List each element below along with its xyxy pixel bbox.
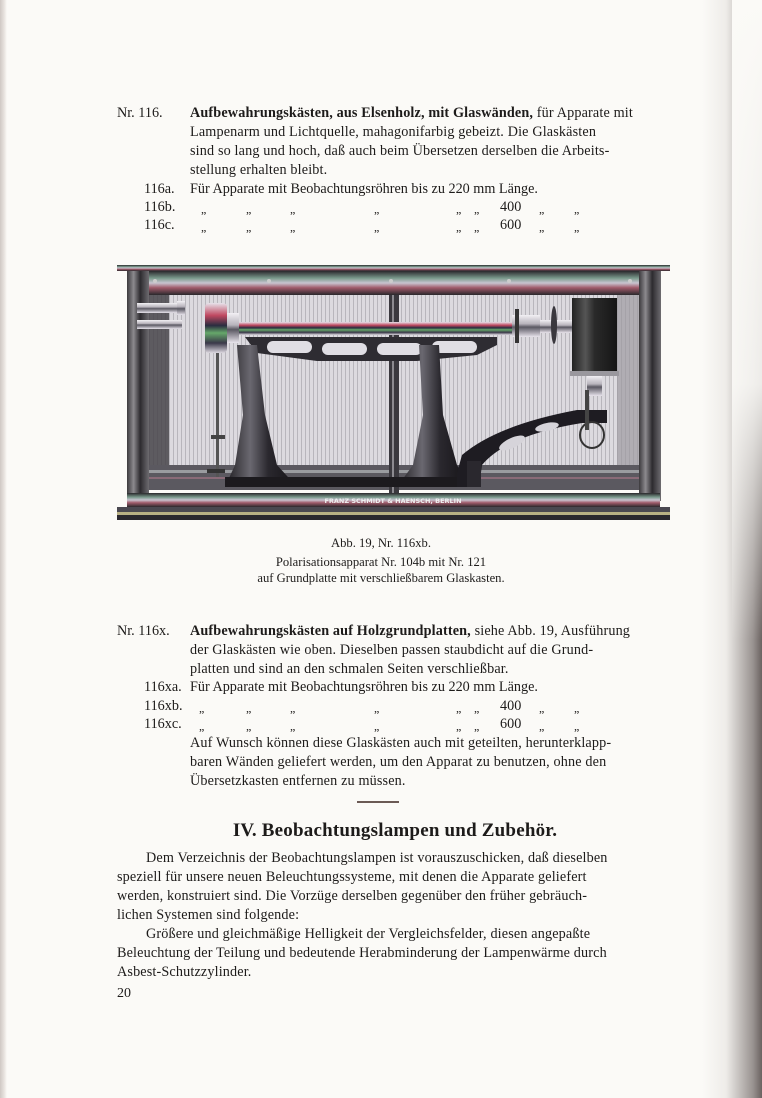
section-separator [357, 801, 399, 803]
variant-code: 116xc. [144, 716, 182, 732]
item-line-1 [190, 622, 670, 641]
item-line-4: stellung erhalten bleibt. [190, 162, 328, 178]
variant-length: 400 [500, 698, 522, 714]
variant-row [144, 715, 664, 734]
figure-caption-line-2: auf Grundplatte mit verschließbarem Glaskasten. [257, 571, 505, 585]
variant-row [144, 180, 538, 199]
variant-row [144, 697, 664, 716]
ditto-mark: „ [199, 701, 205, 715]
ditto-mark: „ [539, 220, 545, 234]
polarimeter-tube [237, 322, 512, 335]
ditto-mark: „ [574, 701, 580, 715]
item-line-2: Lampenarm und Lichtquelle, mahagonifarbig gebeizt. Die Glaskästen [190, 124, 597, 140]
ditto-mark: „ [539, 202, 545, 216]
ditto-mark: „ [456, 701, 462, 715]
lamp-housing [572, 298, 617, 373]
ditto-mark: „ [539, 719, 545, 733]
item-title: Aufbewahrungskästen auf Holzgrundplatten, [190, 623, 471, 639]
ditto-mark: „ [374, 202, 380, 216]
variant-length: 400 [500, 199, 522, 215]
variant-code: 116b. [144, 199, 176, 215]
ditto-mark: „ [456, 719, 462, 733]
ditto-mark: „ [374, 719, 380, 733]
case-right-post [639, 271, 661, 501]
item-label: Nr. 116. [117, 105, 163, 121]
ditto-mark: „ [290, 220, 296, 234]
ditto-mark: „ [474, 701, 480, 715]
variant-code: 116xa. [144, 679, 182, 695]
variant-text: Für Apparate mit Beobachtungsröhren bis zu 220 mm Länge. [190, 181, 538, 197]
ditto-mark: „ [290, 701, 296, 715]
item-text: für Apparate mit [533, 105, 633, 121]
case-top-rail [127, 271, 660, 295]
ditto-mark: „ [474, 719, 480, 733]
ditto-mark: „ [539, 701, 545, 715]
section-heading: IV. Beobachtungslampen und Zubehör. [232, 820, 558, 841]
variant-row [144, 678, 538, 697]
ditto-mark: „ [199, 719, 205, 733]
variant-length: 600 [500, 217, 522, 233]
ditto-mark: „ [474, 220, 480, 234]
paragraph-2-line-1: Größere und gleichmäßige Helligkeit der Vergleichsfelder, diesen angepaßte [146, 926, 591, 942]
variant-row [144, 198, 664, 217]
variant-code: 116a. [144, 181, 175, 197]
paragraph-2-line-3: Asbest-Schutzzylinder. [117, 964, 252, 980]
figure-polarimeter-glass-case [117, 265, 670, 523]
page-number: 20 [117, 986, 131, 1001]
ditto-mark: „ [201, 220, 207, 234]
ditto-mark: „ [246, 719, 252, 733]
ditto-mark: „ [574, 202, 580, 216]
item-label: Nr. 116x. [117, 623, 170, 639]
ditto-mark: „ [474, 202, 480, 216]
paragraph-1-line-2: speziell für unsere neuen Beleuchtungssysteme, mit denen die Apparate geliefert [117, 869, 587, 885]
ditto-mark: „ [246, 202, 252, 216]
item-title: Aufbewahrungskästen, aus Elsenholz, mit Glaswänden, [190, 105, 534, 121]
ditto-mark: „ [374, 701, 380, 715]
ditto-mark: „ [201, 202, 207, 216]
ditto-mark: „ [456, 202, 462, 216]
analyzer-drum [205, 303, 227, 353]
variant-text: Für Apparate mit Beobachtungsröhren bis zu 220 mm Länge. [190, 679, 538, 695]
ditto-mark: „ [290, 202, 296, 216]
figure-caption-title: Abb. 19, Nr. 116xb. [331, 536, 431, 550]
variant-code: 116xb. [144, 698, 183, 714]
ditto-mark: „ [456, 220, 462, 234]
note-line-2: baren Wänden geliefert werden, um den Apparat zu benutzen, ohne den [190, 754, 607, 770]
figure-caption-line-1: Polarisationsapparat Nr. 104b mit Nr. 121 [275, 555, 487, 569]
paragraph-1-line-1: Dem Verzeichnis der Beobachtungslampen ist vorauszuschicken, daß dieselben [146, 850, 608, 866]
paragraph-1-line-3: werden, konstruiert sind. Die Vorzüge derselben gegenüber den früher gebräuch- [117, 888, 588, 904]
variant-length: 600 [500, 716, 522, 732]
ditto-mark: „ [246, 220, 252, 234]
note-line-3: Übersetzkasten entfernen zu müssen. [190, 773, 406, 789]
ditto-mark: „ [246, 701, 252, 715]
ditto-mark: „ [290, 719, 296, 733]
plate-inscription: FRANZ SCHMIDT & HAENSCH, BERLIN [324, 497, 462, 505]
note-line-1: Auf Wunsch können diese Glaskästen auch mit geteilten, herunterklapp- [190, 735, 612, 751]
ditto-mark: „ [574, 220, 580, 234]
item-line-1 [190, 104, 670, 123]
ditto-mark: „ [374, 220, 380, 234]
item-line-3: sind so lang und hoch, daß auch beim Übersetzen derselben die Arbeits- [190, 143, 610, 159]
paragraph-1-line-4: lichen Systemen sind folgende: [117, 907, 300, 923]
item-line-2: der Glaskästen wie oben. Dieselben passen staubdicht auf die Grund- [190, 642, 594, 658]
item-line-3: platten und sind an den schmalen Seiten verschließbar. [190, 661, 509, 677]
polarimeter-illustration [117, 265, 670, 523]
variant-row [144, 216, 664, 235]
item-text: siehe Abb. 19, Ausführung [470, 623, 631, 639]
case-top-cornice [117, 265, 670, 271]
paragraph-2-line-2: Beleuchtung der Teilung und bedeutende Herabminderung der Lampenwärme durch [117, 945, 607, 961]
ditto-mark: „ [574, 719, 580, 733]
variant-code: 116c. [144, 217, 175, 233]
